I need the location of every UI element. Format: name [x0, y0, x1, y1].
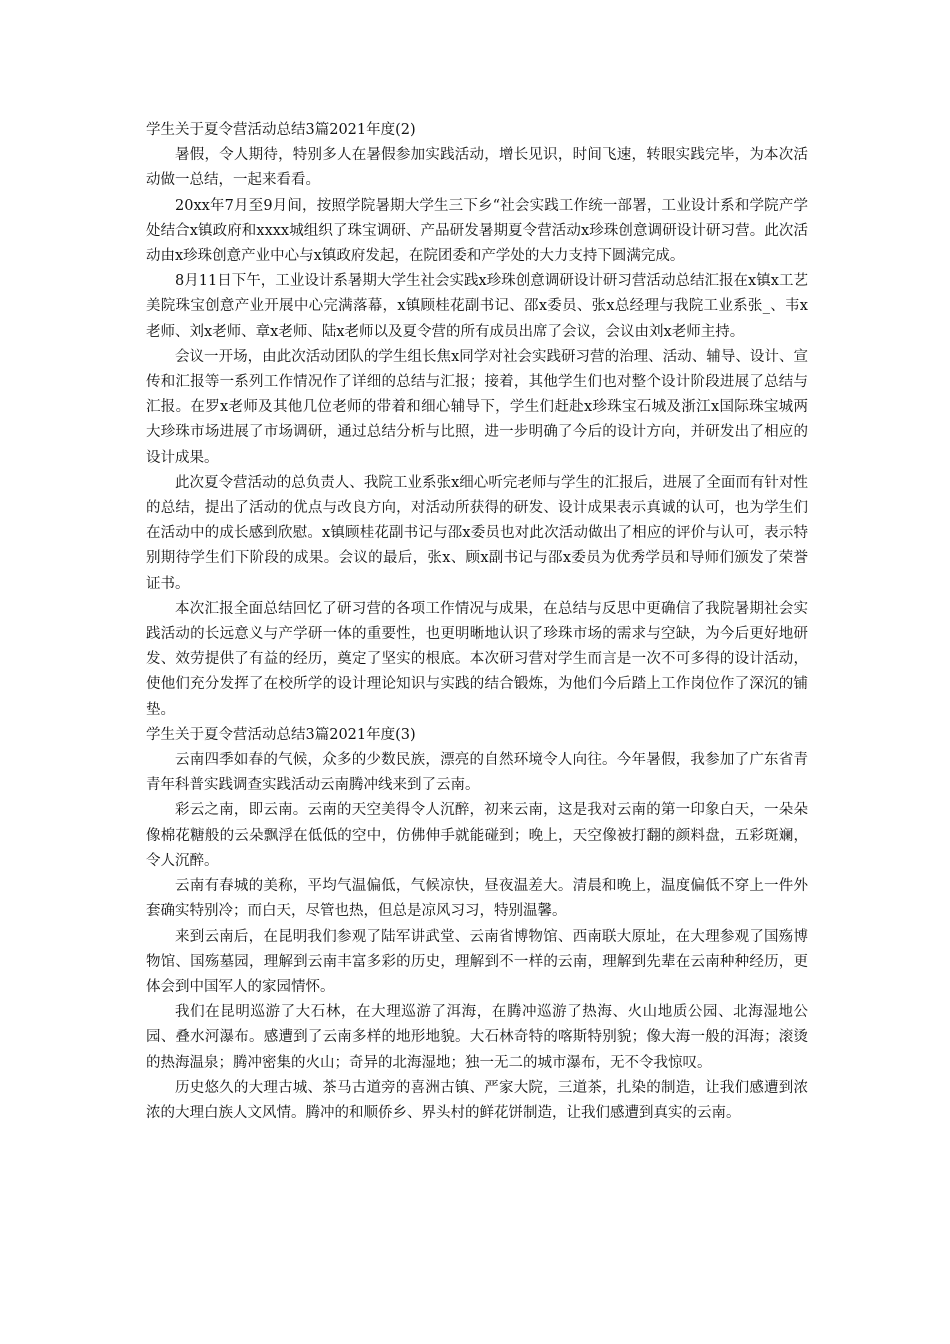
section-2-paragraph-3: 8月11日下午，工业设计系暑期大学生社会实践x珍珠创意调研设计研习营活动总结汇报在x镇x工艺美院珠宝创意产业开展中心完满落幕，x镇顾桂花副书记、邵x委员、张x总经理与我院工业系张_、韦x老师、刘x老师、章x老师、陆x老师以及夏令营的所有成员出席了会议，会议由刘x老师主持。 — [146, 273, 808, 340]
section-2-paragraph-1: 暑假，令人期待，特别多人在暑假参加实践活动，增长见识，时间飞速，转眼实践完毕，为本次活动做一总结，一起来看看。 — [146, 147, 808, 189]
section-2-paragraph-4: 会议一开场，由此次活动团队的学生组长焦x同学对社会实践研习营的治理、活动、辅导、设计、宣传和汇报等一系列工作情况作了详细的总结与汇报；接着，其他学生们也对整个设计阶段进展了总结与汇报。在罗x老师及其他几位老师的带着和细心辅导下，学生们赶赴x珍珠宝石城及浙江x国际珠宝城两大珍珠市场进展了市场调研，通过总结分析与比照，进一步明确了今后的设计方向，并研发出了相应的设计成果。 — [146, 348, 808, 466]
section-2-paragraph-2: 20xx年7月至9月间，按照学院暑期大学生三下乡“社会实践工作统一部署，工业设计系和学院产学处结合x镇政府和xxxx城组织了珠宝调研、产品研发暑期夏令营活动x珍珠创意调研设计研习营。此次活动由x珍珠创意产业中心与x镇政府发起，在院团委和产学处的大力支持下圆满完成。 — [146, 197, 808, 265]
section-3-paragraph-2: 彩云之南，即云南。云南的天空美得令人沉醉，初来云南，这是我对云南的第一印象白天，一朵朵像棉花糖般的云朵飘浮在低低的空中，仿佛伸手就能碰到；晚上，天空像被打翻的颜料盘，五彩斑斓，令人沉醉。 — [146, 802, 808, 869]
section-3-paragraph-5: 我们在昆明巡游了大石林，在大理巡游了洱海，在腾冲巡游了热海、火山地质公园、北海湿地公园、叠水河瀑布。感遭到了云南多样的地形地貌。大石林奇特的喀斯特别貌；像大海一般的洱海；滚烫的热海温泉；腾冲密集的火山；奇异的北海湿地；独一无二的城市瀑布，无不令我惊叹。 — [146, 1004, 808, 1071]
section-3-paragraph-1: 云南四季如春的气候，众多的少数民族，漂亮的自然环境令人向往。今年暑假，我参加了广东省青青年科普实践调查实践活动云南腾冲线来到了云南。 — [146, 752, 808, 794]
section-3-heading: 学生关于夏令营活动总结3篇2021年度(3) — [146, 726, 416, 743]
section-2-paragraph-6: 本次汇报全面总结回忆了研习营的各项工作情况与成果，在总结与反思中更确信了我院暑期社会实践活动的长远意义与产学研一体的重要性，也更明晰地认识了珍珠市场的需求与空缺，为今后更好地研发、效劳提供了有益的经历，奠定了坚实的根底。本次研习营对学生而言是一次不可多得的设计活动，使他们充分发挥了在校所学的设计理论知识与实践的结合锻炼，为他们今后踏上工作岗位作了深沉的铺垫。 — [146, 600, 808, 718]
section-3-paragraph-6: 历史悠久的大理古城、茶马古道旁的喜洲古镇、严家大院，三道茶，扎染的制造，让我们感遭到浓浓的大理白族人文风情。腾冲的和顺侨乡、界头村的鲜花饼制造，让我们感遭到真实的云南。 — [146, 1079, 808, 1121]
section-2-paragraph-5: 此次夏令营活动的总负责人、我院工业系张x细心听完老师与学生的汇报后，进展了全面而有针对性的总结，提出了活动的优点与改良方向，对活动所获得的研发、设计成果表示真诚的认可，也为学生们在活动中的成长感到欣慰。x镇顾桂花副书记与邵x委员也对此次活动做出了相应的评价与认可，表示特别期待学生们下阶段的成果。会议的最后，张x、顾x副书记与邵x委员为优秀学员和导师们颁发了荣誉证书。 — [146, 474, 808, 592]
document-page — [146, 118, 808, 1126]
section-2-heading: 学生关于夏令营活动总结3篇2021年度(2) — [146, 122, 416, 138]
section-3-paragraph-4: 来到云南后，在昆明我们参观了陆军讲武堂、云南省博物馆、西南联大原址，在大理参观了国殇博物馆、国殇墓园，理解到云南丰富多彩的历史，理解到不一样的云南，理解到先辈在云南种种经历，更体会到中国军人的家园情怀。 — [146, 928, 808, 995]
section-3-paragraph-3: 云南有春城的美称，平均气温偏低，气候凉快，昼夜温差大。清晨和晚上，温度偏低不穿上一件外套确实特别冷；而白天，尽管也热，但总是凉风习习，特别温馨。 — [146, 878, 808, 920]
